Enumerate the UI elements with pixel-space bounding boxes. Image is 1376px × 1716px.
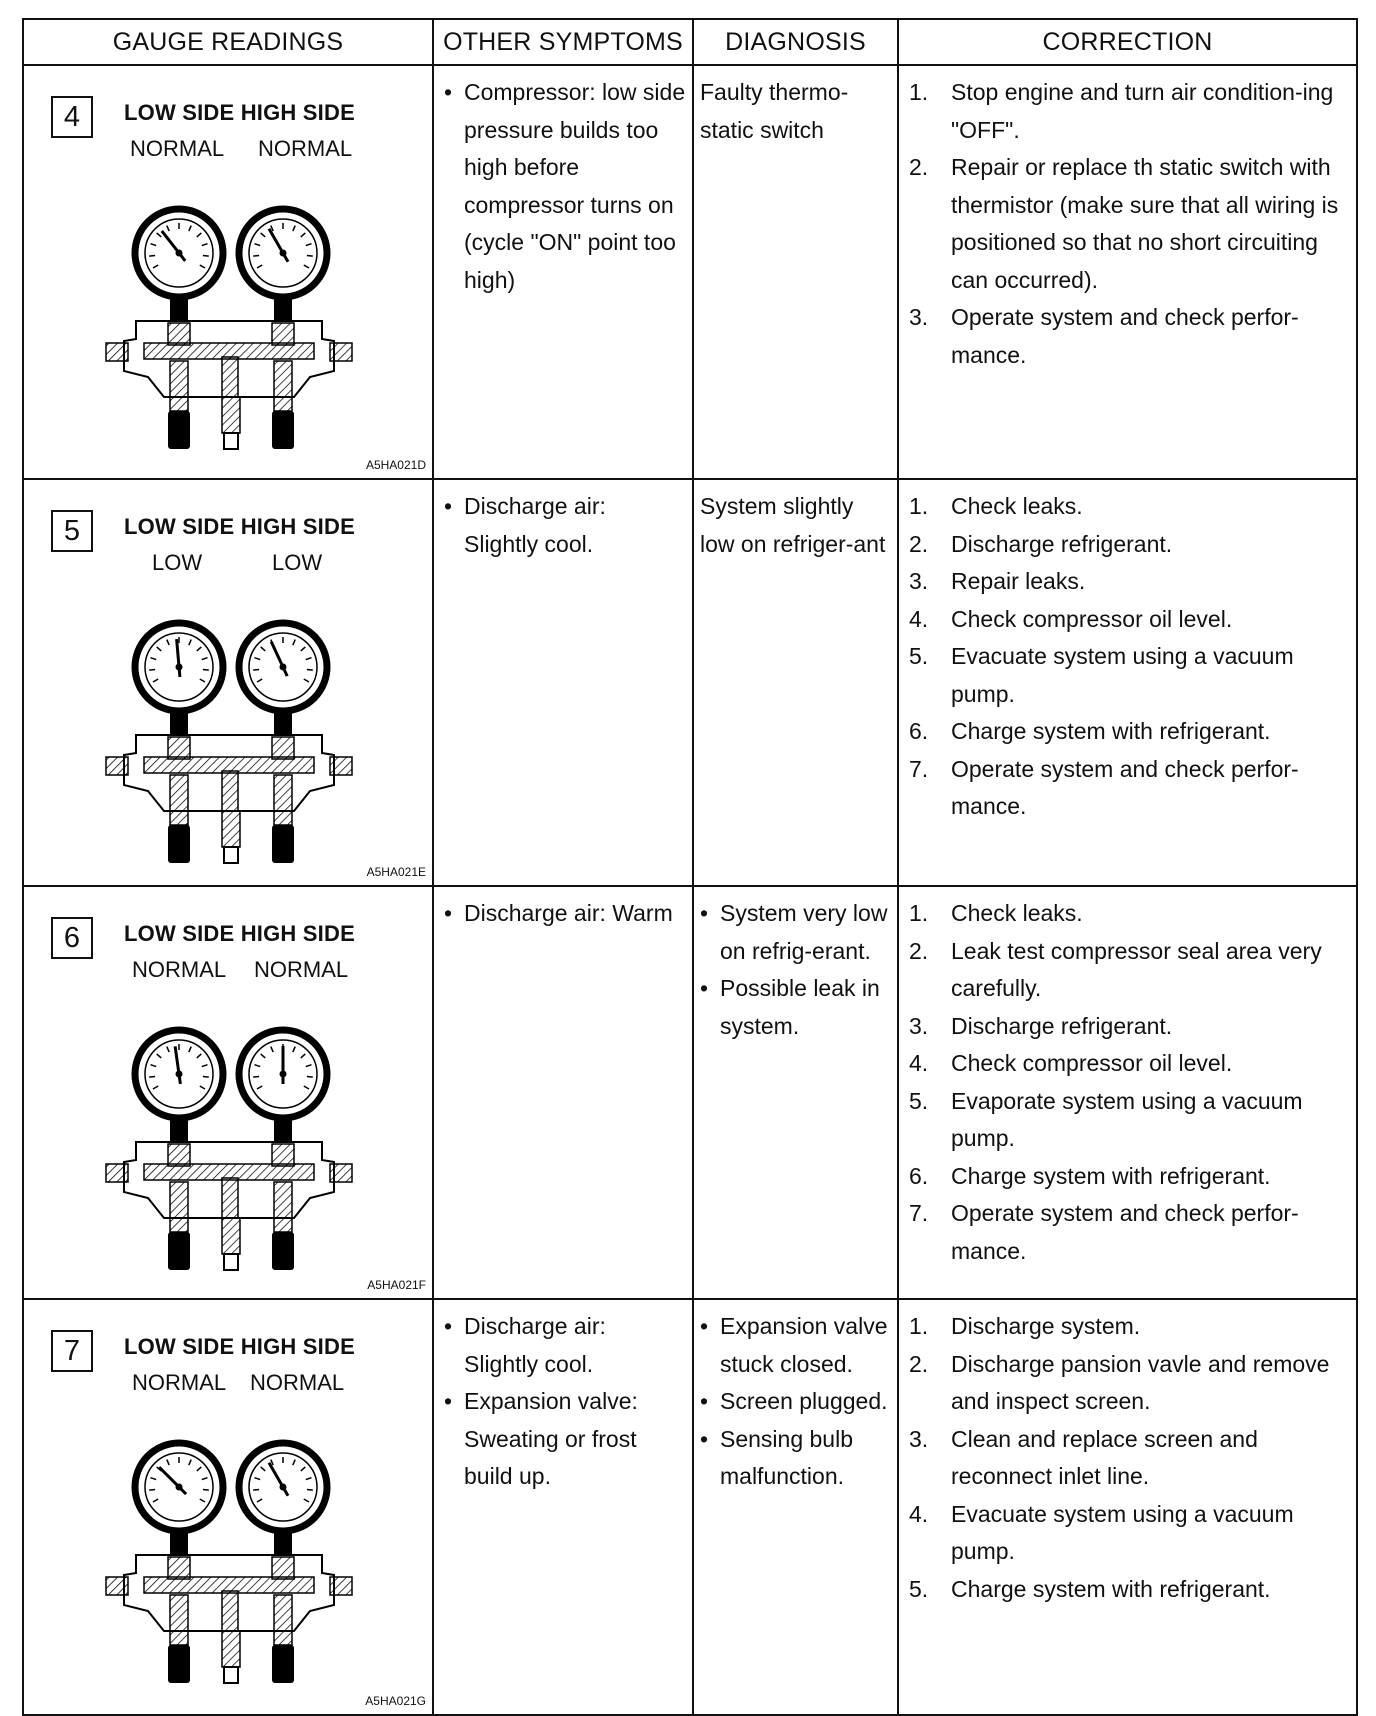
- other-symptoms-cell: [433, 886, 693, 1299]
- table-row-case-7: [23, 1299, 1357, 1715]
- correction-cell: [898, 886, 1357, 1299]
- high-side-reading: NORMAL: [258, 136, 353, 161]
- symptom-item: • Expansion valve: Sweating or frost build up.: [442, 1383, 686, 1496]
- manifold-gauge-set-icon: [104, 1395, 354, 1685]
- correction-step: 1. Stop engine and turn air condition-ing "OFF".: [909, 79, 1334, 143]
- symptom-item: • Discharge air: Warm: [442, 895, 686, 933]
- gauge-readings-cell: [23, 65, 433, 479]
- case-number: 5: [51, 510, 93, 552]
- high-side-reading: NORMAL: [254, 957, 349, 982]
- diagnosis-item: • Expansion valve stuck closed.: [698, 1308, 891, 1383]
- correction-step: 3. Repair leaks.: [909, 568, 1086, 594]
- diagnosis-cell: [693, 886, 898, 1299]
- side-labels: LOW SIDE HIGH SIDE: [124, 514, 355, 539]
- gauge-readings-cell: [23, 886, 433, 1299]
- diagnosis-item: • Screen plugged.: [698, 1383, 891, 1421]
- correction-step: 2. Discharge pansion vavle and remove and inspect screen.: [909, 1350, 1330, 1414]
- header-other-symptoms: OTHER SYMPTOMS: [433, 19, 693, 65]
- correction-step: 1. Check leaks.: [909, 493, 1083, 519]
- table-header-row: [23, 19, 1357, 65]
- correction-cell: [898, 65, 1357, 479]
- diagnosis-table: [22, 18, 1358, 1716]
- table-row-case-4: [23, 65, 1357, 479]
- diagnosis-cell: [693, 479, 898, 886]
- side-labels: LOW SIDE HIGH SIDE: [124, 1334, 355, 1359]
- low-side-reading: NORMAL: [132, 957, 227, 982]
- correction-step: 5. Charge system with refrigerant.: [909, 1575, 1271, 1602]
- correction-step: 5. Evacuate system using a vacuum pump.: [909, 643, 1294, 707]
- header-correction: CORRECTION: [898, 19, 1357, 65]
- figure-code: A5HA021F: [367, 1278, 426, 1292]
- high-side-reading: NORMAL: [250, 1370, 345, 1395]
- diagnosis-item: • Possible leak in system.: [698, 970, 891, 1045]
- symptom-item: • Discharge air: Slightly cool.: [442, 1308, 686, 1383]
- correction-step: 4. Check compressor oil level.: [909, 605, 1233, 632]
- diagnosis-item: • System very low on refrig-erant.: [698, 895, 891, 970]
- diagnosis-cell: [693, 65, 898, 479]
- manifold-gauge-set-icon: [104, 575, 354, 865]
- figure-code: A5HA021D: [365, 458, 426, 472]
- low-side-reading: NORMAL: [130, 136, 225, 161]
- other-symptoms-cell: [433, 479, 693, 886]
- other-symptoms-cell: [433, 65, 693, 479]
- diagnosis-text: System slightly low on refriger-ant: [700, 493, 886, 557]
- case-number: 6: [51, 917, 93, 959]
- symptom-item: • Compressor: low side pressure builds too high before compressor turns on (cycle "ON" point too high): [442, 74, 686, 299]
- correction-step: 1. Discharge system.: [909, 1313, 1141, 1339]
- gauge-readings-cell: [23, 479, 433, 886]
- correction-step: 4. Evacuate system using a vacuum pump.: [909, 1500, 1294, 1564]
- correction-step: 2. Repair or replace th static switch with thermistor (make sure that all wiring is positioned so that no short circuiting can occurred).: [909, 154, 1339, 293]
- figure-code: A5HA021E: [366, 865, 426, 879]
- correction-step: 2. Leak test compressor seal area very carefully.: [909, 937, 1322, 1001]
- table-row-case-5: [23, 479, 1357, 886]
- correction-step: 5. Evaporate system using a vacuum pump.: [909, 1087, 1303, 1151]
- correction-step: 6. Charge system with refrigerant.: [909, 718, 1271, 744]
- manifold-gauge-set-icon: [104, 161, 354, 451]
- correction-step: 1. Check leaks.: [909, 900, 1083, 926]
- correction-step: 2. Discharge refrigerant.: [909, 530, 1173, 557]
- header-gauge-readings: GAUGE READINGS: [23, 19, 433, 65]
- correction-cell: [898, 479, 1357, 886]
- correction-step: 3. Discharge refrigerant.: [909, 1012, 1173, 1039]
- side-labels: LOW SIDE HIGH SIDE: [124, 100, 355, 125]
- diagnosis-text: Faulty thermo-static switch: [700, 79, 849, 143]
- correction-step: 3. Operate system and check perfor-mance.: [909, 304, 1299, 368]
- correction-step: 4. Check compressor oil level.: [909, 1050, 1233, 1076]
- symptom-item: • Discharge air: Slightly cool.: [442, 488, 686, 563]
- diagnosis-item: • Sensing bulb malfunction.: [698, 1421, 891, 1496]
- low-side-reading: LOW: [152, 550, 203, 575]
- side-labels: LOW SIDE HIGH SIDE: [124, 921, 355, 946]
- high-side-reading: LOW: [272, 550, 323, 575]
- other-symptoms-cell: [433, 1299, 693, 1715]
- diagnosis-cell: [693, 1299, 898, 1715]
- figure-code: A5HA021G: [365, 1694, 426, 1708]
- correction-step: 7. Operate system and check perfor-mance.: [909, 1200, 1299, 1264]
- case-number: 4: [51, 96, 93, 138]
- table-row-case-6: [23, 886, 1357, 1299]
- gauge-readings-cell: [23, 1299, 433, 1715]
- case-number: 7: [51, 1330, 93, 1372]
- manifold-gauge-set-icon: [104, 982, 354, 1272]
- correction-step: 7. Operate system and check perfor-mance.: [909, 755, 1299, 819]
- correction-cell: [898, 1299, 1357, 1715]
- correction-step: 3. Clean and replace screen and reconnect inlet line.: [909, 1425, 1258, 1489]
- low-side-reading: NORMAL: [132, 1370, 227, 1395]
- correction-step: 6. Charge system with refrigerant.: [909, 1162, 1271, 1189]
- header-diagnosis: DIAGNOSIS: [693, 19, 898, 65]
